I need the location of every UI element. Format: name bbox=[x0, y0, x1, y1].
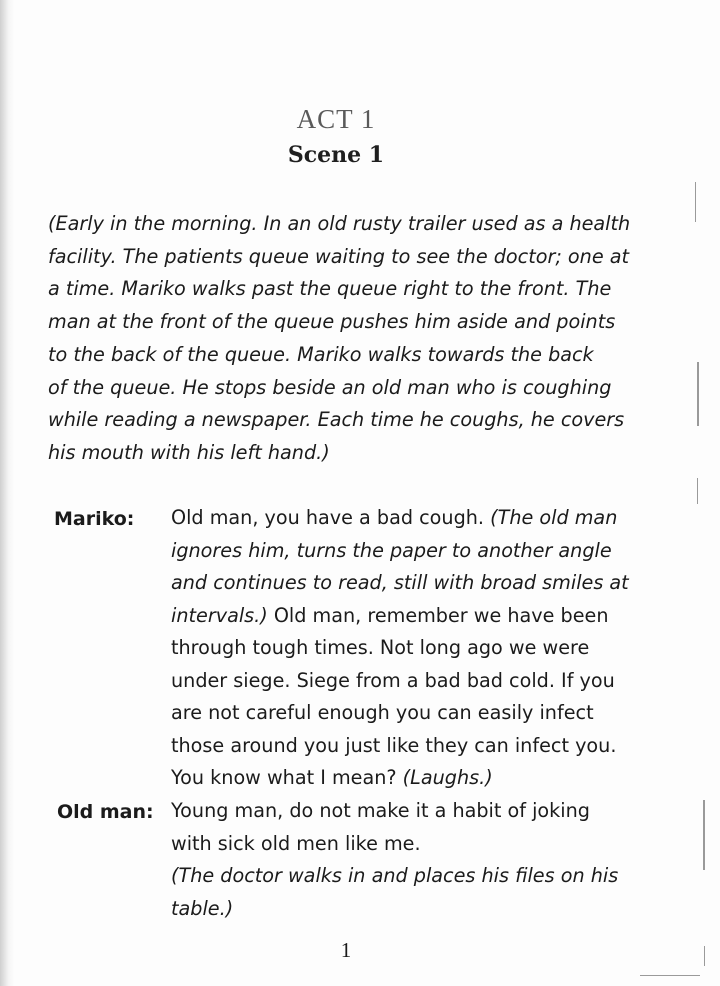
stage-direction-line: (Early in the morning. In an old rusty trailer used as a health bbox=[48, 212, 631, 235]
speech-line: through tough times. Not long ago we were bbox=[171, 636, 590, 659]
stage-direction-line: while reading a newspaper. Each time he coughs, he covers bbox=[48, 408, 625, 432]
speech-line bbox=[171, 893, 651, 926]
act-title: ACT 1 bbox=[296, 104, 376, 134]
speech-text: Old man, remember we have been bbox=[267, 603, 609, 627]
speech-block bbox=[171, 795, 651, 925]
speech-direction: table.) bbox=[171, 896, 234, 920]
stage-direction-line: to the back of the queue. Mariko walks towards the back bbox=[48, 342, 594, 366]
page-number: 1 bbox=[340, 938, 352, 962]
speech-direction: (Laughs.) bbox=[402, 766, 493, 789]
speech-line bbox=[171, 762, 651, 795]
scan-edge-mark bbox=[640, 975, 700, 976]
opening-stage-direction bbox=[48, 208, 648, 470]
scan-edge-mark bbox=[697, 478, 698, 504]
speech-line bbox=[171, 600, 651, 633]
stage-direction-line: of the queue. He stops beside an old man who is coughing bbox=[48, 375, 612, 399]
scan-edge-mark bbox=[697, 362, 699, 426]
stage-direction-line: a time. Mariko walks past the queue right to the front. The bbox=[48, 277, 612, 301]
speech-line: Young man, do not make it a habit of joking bbox=[171, 799, 590, 822]
speech-line bbox=[171, 860, 651, 893]
stage-direction-line: facility. The patients queue waiting to see the doctor; one at bbox=[48, 244, 630, 268]
speaker-name: Mariko: bbox=[54, 508, 135, 530]
scene-title: Scene 1 bbox=[287, 142, 385, 168]
scan-edge-mark bbox=[704, 946, 705, 966]
speech-text: You know what I mean? bbox=[171, 766, 403, 789]
speech-direction: (The doctor walks in and places his files on his bbox=[171, 864, 619, 887]
scan-edge-mark bbox=[703, 800, 705, 870]
speech-line: with sick old men like me. bbox=[171, 831, 421, 855]
speech-line: those around you just like they can infect you. bbox=[171, 733, 617, 757]
speech-direction: intervals.) bbox=[171, 603, 268, 627]
speaker-name: Old man: bbox=[57, 801, 154, 823]
speech-direction: (The old man bbox=[490, 506, 618, 529]
speech-line bbox=[171, 502, 651, 535]
speech-text: Old man, you have a bad cough. bbox=[171, 506, 491, 529]
speech-direction: and continues to read, still with broad smiles at bbox=[171, 571, 629, 594]
scan-edge-mark bbox=[695, 182, 696, 222]
stage-direction-line: man at the front of the queue pushes him aside and points bbox=[48, 310, 616, 334]
speech-line: under siege. Siege from a bad bad cold. If you bbox=[171, 668, 615, 692]
speech-block bbox=[171, 502, 651, 795]
speech-line: are not careful enough you can easily infect bbox=[171, 701, 594, 724]
speech-line bbox=[171, 567, 651, 600]
stage-direction-line: his mouth with his left hand.) bbox=[48, 440, 330, 464]
speech-line bbox=[171, 535, 651, 568]
speech-direction: ignores him, turns the paper to another angle bbox=[171, 538, 612, 562]
